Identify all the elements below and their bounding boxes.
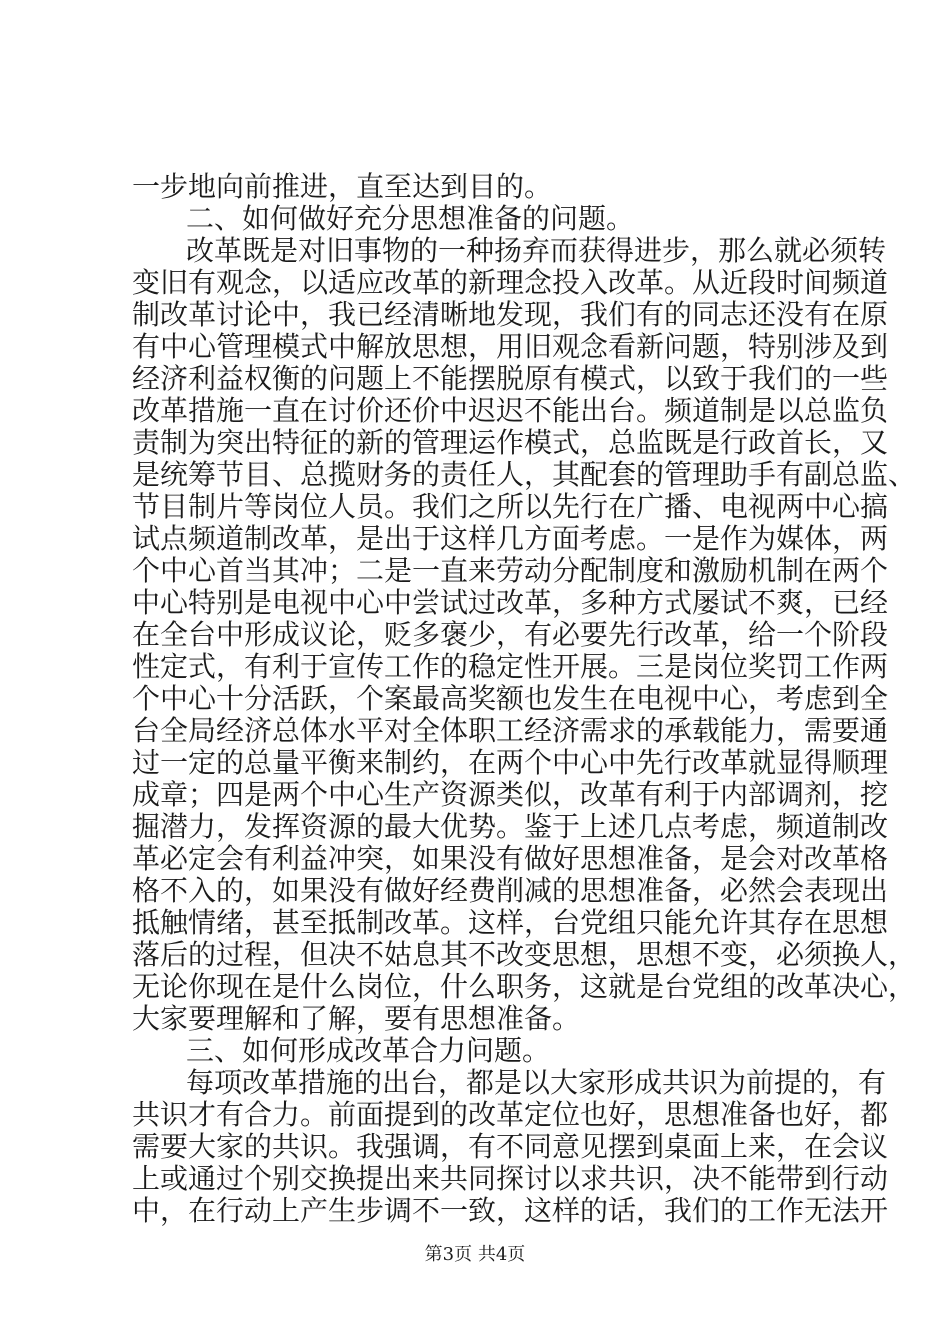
text-line: 是统筹节目、总揽财务的责任人，其配套的管理助手有副总监、 (132, 458, 917, 491)
section-heading: 二、如何做好充分思想准备的问题。 (186, 202, 635, 235)
text-line: 在全台中形成议论，贬多褒少，有必要先行改革，给一个阶段 (132, 618, 889, 651)
text-line: 上或通过个别交换提出来共同探讨以求共识，决不能带到行动 (132, 1162, 889, 1195)
text-line: 中，在行动上产生步调不一致，这样的话，我们的工作无法开 (132, 1194, 889, 1227)
text-line: 制改革讨论中，我已经清晰地发现，我们有的同志还没有在原 (132, 298, 889, 331)
text-line: 台全局经济总体水平对全体职工经济需求的承载能力，需要通 (132, 714, 889, 747)
text-line: 掘潜力，发挥资源的最大优势。鉴于上述几点考虑，频道制改 (132, 810, 889, 843)
text-line: 中心特别是电视中心中尝试过改革，多种方式屡试不爽，已经 (132, 586, 889, 619)
text-line: 共识才有合力。前面提到的改革定位也好，思想准备也好，都 (132, 1098, 889, 1131)
text-line: 试点频道制改革，是出于这样几方面考虑。一是作为媒体，两 (132, 522, 889, 555)
text-line: 改革措施一直在讨价还价中迟迟不能出台。频道制是以总监负 (132, 394, 889, 427)
text-line: 责制为突出特征的新的管理运作模式，总监既是行政首长，又 (132, 426, 889, 459)
text-line: 个中心首当其冲；二是一直来劳动分配制度和激励机制在两个 (132, 554, 889, 587)
text-line: 成章；四是两个中心生产资源类似，改革有利于内部调剂，挖 (132, 778, 889, 811)
text-line: 大家要理解和了解，要有思想准备。 (132, 1002, 581, 1035)
text-line: 需要大家的共识。我强调，有不同意见摆到桌面上来，在会议 (132, 1130, 889, 1163)
text-line: 无论你现在是什么岗位，什么职务，这就是台党组的改革决心， (132, 970, 917, 1003)
text-line: 性定式，有利于宣传工作的稳定性开展。三是岗位奖罚工作两 (132, 650, 889, 683)
text-line: 变旧有观念，以适应改革的新理念投入改革。从近段时间频道 (132, 266, 889, 299)
text-line: 个中心十分活跃，个案最高奖额也发生在电视中心，考虑到全 (132, 682, 889, 715)
text-line: 过一定的总量平衡来制约，在两个中心中先行改革就显得顺理 (132, 746, 889, 779)
text-line: 格不入的，如果没有做好经费削减的思想准备，必然会表现出 (132, 874, 889, 907)
text-line: 节目制片等岗位人员。我们之所以先行在广播、电视两中心搞 (132, 490, 889, 523)
section-heading: 三、如何形成改革合力问题。 (186, 1034, 551, 1067)
text-line: 革必定会有利益冲突，如果没有做好思想准备，是会对改革格 (132, 842, 889, 875)
page-number-footer: 第3页 共4页 (424, 1244, 526, 1265)
text-line: 抵触情绪，甚至抵制改革。这样，台党组只能允许其存在思想 (132, 906, 889, 939)
text-line: 经济利益权衡的问题上不能摆脱原有模式，以致于我们的一些 (132, 362, 889, 395)
text-line: 改革既是对旧事物的一种扬弃而获得进步，那么就必须转 (186, 234, 887, 267)
text-line: 有中心管理模式中解放思想，用旧观念看新问题，特别涉及到 (132, 330, 889, 363)
text-line: 落后的过程，但决不姑息其不改变思想，思想不变，必须换人， (132, 938, 917, 971)
text-line: 一步地向前推进，直至达到目的。 (132, 170, 553, 203)
text-line: 每项改革措施的出台，都是以大家形成共识为前提的，有 (186, 1066, 887, 1099)
